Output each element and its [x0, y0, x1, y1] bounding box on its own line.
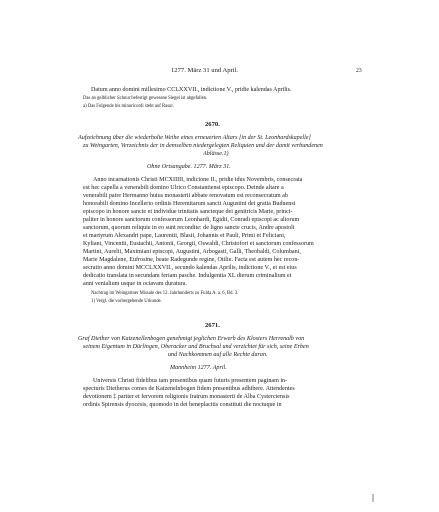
body-line: venerabili patre Hermanno huius monasterii abbate renovatum est reconsecratum ab — [83, 193, 288, 199]
place-date: Mannheim 1277. April. — [170, 365, 227, 371]
regest-summary-line: seinem Eigentum in Dürlingen, Oberacker und Bruchsal und verzichtet für sich, seine Erben — [83, 344, 309, 350]
footnote-1: 1) Vergl. die vorhergehende Urkunde. — [91, 299, 162, 304]
body-line: secratio anno domini MCCLXXVII., secundo kalendas Aprilis, indictione V., et est eius — [83, 265, 297, 271]
body-line: devotionem ‡ pariter et fervorem religionis fratrum monasterii de Alba Cysterciensis — [83, 394, 290, 400]
body-line: anni venialium usque in octavam duratura. — [83, 281, 187, 287]
body-line: ordinis Spirensis dyocesis, quomodo in dei beneplacitis constituti die noctuque in — [83, 402, 282, 408]
scan-mark — [372, 494, 374, 502]
footnote-a: a) Das Folgende bis minoricordi steht auf Rasur. — [83, 104, 174, 109]
page-number: 23 — [356, 67, 362, 74]
body-line: est hec capella a venerabili domino Ulrico Constantiensi episcopo. Deinde altare a — [83, 185, 284, 191]
body-line: dedicatio translata in secundam feriam pasche. Indulgentia XL dierum criminalium et — [83, 273, 292, 279]
regest-summary-line: Graf Diether von Katzenellenbogen genehmigt jeglichen Erwerb des Klosters Herrenalb von — [78, 336, 305, 342]
regest-summary-line: und Nachkommen auf alle Rechte daran. — [168, 352, 268, 358]
regest-summary-line: Aufzeichnung über die wiederholte Weihe eines erneuerten Altars [in der St. Leonhardskapelle] — [78, 135, 311, 141]
body-line: Marie Magdalene, Eufrosine, beate Radegunde regine, Otilie. Facta est autem hec recon- — [83, 257, 300, 263]
document-number: 2670. — [205, 121, 220, 128]
source-note: Nachtrag im Weingartner Missale des 12. Jahrhunderts zu Fulda A. a. 6, Bd. 3. — [91, 291, 239, 296]
body-line: et martyrum Alexandri pape, Laurentii, Blasii, Johannis et Pauli, Primi et Feliciani, — [83, 233, 286, 239]
body-line: specturis Dietherus comes de Katzenelnbogen fidem presentibus adhibere. Attendentes — [83, 386, 295, 392]
body-line: Martini, Aurelii, Maximiani episcopi, Augustini, Arbogasti, Galli, Theobaldi, Columbani, — [83, 249, 301, 255]
running-header-date: 1277. März 31 und April. — [171, 67, 239, 74]
body-line: paliter in honore sanctorum confessorum Leonhardi, Egidii, Conradi episcopi ac aliorum — [83, 217, 300, 223]
regest-summary-line: Ablässe.1) — [203, 151, 229, 157]
seal-note: Das an gelblicher Schnur befestigt gewesene Siegel ist abgefallen. — [83, 96, 208, 101]
body-line: honorabili domino Incellerio ordinis Heremitarum sancti Augustini dei gratia Buduensi — [83, 201, 296, 207]
place-date: Ohne Ortsangabe. 1277. März 31. — [147, 164, 231, 170]
body-line: Universis Christi fidelibus tam presentibus quam futuris presentem paginam in- — [93, 378, 288, 384]
document-number: 2671. — [205, 322, 220, 329]
datum-line: Datum anno domini millesimo CCLXXVII., indictione V., pridie kalendas Aprilis. — [91, 87, 292, 93]
body-line: Anno incarnationis Christi MCXIIIII, indicione II., pridie idus Novembris, consecrata — [93, 177, 303, 183]
body-line: sanctorum, quorum reliquie in eo sunt recondite: de ligno sancte crucis, Andre apostoli — [83, 225, 295, 231]
body-line: Kyliani, Vincentii, Eustachii, Antonii, Georgii, Oswaldi, Christofori et sanctorum confessorum — [83, 241, 314, 247]
regest-summary-line: zu Weingarten, Verzeichnis der in demselben niedergelegten Reliquien und der damit verbundenen — [83, 143, 323, 149]
body-line: episcopo in honore sancte et individue trinitatis sancteque dei genitricis Marie, princi- — [83, 209, 293, 215]
